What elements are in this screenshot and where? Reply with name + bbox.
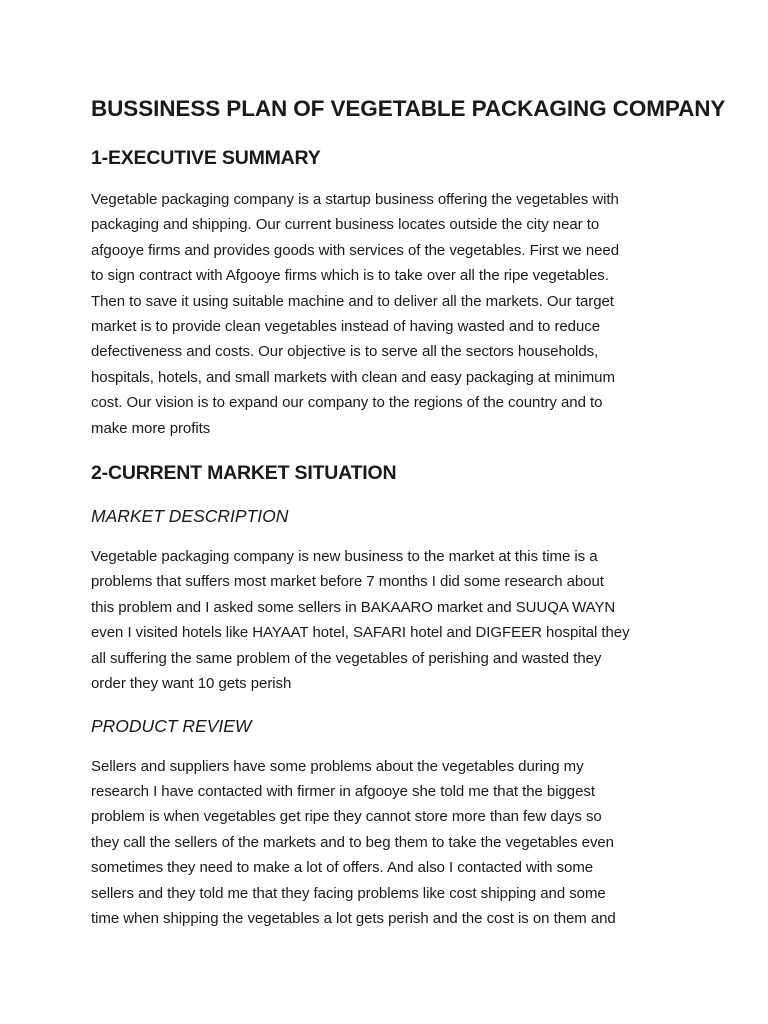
section-heading-executive-summary: 1-EXECUTIVE SUMMARY <box>91 147 321 169</box>
subheading-product-review: PRODUCT REVIEW <box>91 715 252 736</box>
executive-summary-paragraph <box>91 187 691 441</box>
section-heading-current-market-situation: 2-CURRENT MARKET SITUATION <box>91 462 397 485</box>
paragraph-line: even I visited hotels like HAYAAT hotel, SAFARI hotel and DIGFEER hospital they <box>91 624 630 642</box>
paragraph-line: Vegetable packaging company is new business to the market at this time is a <box>91 548 598 566</box>
paragraph-line: to sign contract with Afgooye firms which is to take over all the ripe vegetables. <box>91 267 609 285</box>
paragraph-line: packaging and shipping. Our current business locates outside the city near to <box>91 216 600 234</box>
paragraph-line: Then to save it using suitable machine and to deliver all the markets. Our target <box>91 292 614 310</box>
paragraph-line: Sellers and suppliers have some problems about the vegetables during my <box>91 757 584 775</box>
paragraph-line: Vegetable packaging company is a startup business offering the vegetables with <box>91 191 619 208</box>
product-review-paragraph <box>91 754 691 932</box>
paragraph-line: afgooye firms and provides goods with services of the vegetables. First we need <box>91 241 619 259</box>
paragraph-line: hospitals, hotels, and small markets with clean and easy packaging at minimum <box>91 368 615 386</box>
paragraph-line: they call the sellers of the markets and to beg them to take the vegetables even <box>91 833 614 851</box>
paragraph-line: research I have contacted with firmer in afgooye she told me that the biggest <box>91 782 595 800</box>
paragraph-line: all suffering the same problem of the vegetables of perishing and wasted they <box>91 649 602 667</box>
paragraph-line: problems that suffers most market before 7 months I did some research about <box>91 573 604 591</box>
paragraph-line: this problem and I asked some sellers in BAKAARO market and SUUQA WAYN <box>91 598 616 616</box>
paragraph-line: sellers and they told me that they facing problems like cost shipping and some <box>91 884 606 902</box>
document-page <box>91 94 726 931</box>
paragraph-line: sometimes they need to make a lot of offers. And also I contacted with some <box>91 859 594 877</box>
paragraph-line: make more profits <box>91 419 211 437</box>
paragraph-line: time when shipping the vegetables a lot gets perish and the cost is on them and <box>91 909 616 927</box>
paragraph-line: order they want 10 gets perish <box>91 675 292 693</box>
document-title: BUSSINESS PLAN OF VEGETABLE PACKAGING COMPANY <box>91 96 726 121</box>
paragraph-line: market is to provide clean vegetables instead of having wasted and to reduce <box>91 318 601 336</box>
paragraph-line: problem is when vegetables get ripe they cannot store more than few days so <box>91 808 602 826</box>
paragraph-line: defectiveness and costs. Our objective is to serve all the sectors households, <box>91 343 599 361</box>
paragraph-line: cost. Our vision is to expand our company to the regions of the country and to <box>91 394 603 412</box>
market-description-paragraph <box>91 544 691 696</box>
subheading-market-description: MARKET DESCRIPTION <box>91 506 289 527</box>
